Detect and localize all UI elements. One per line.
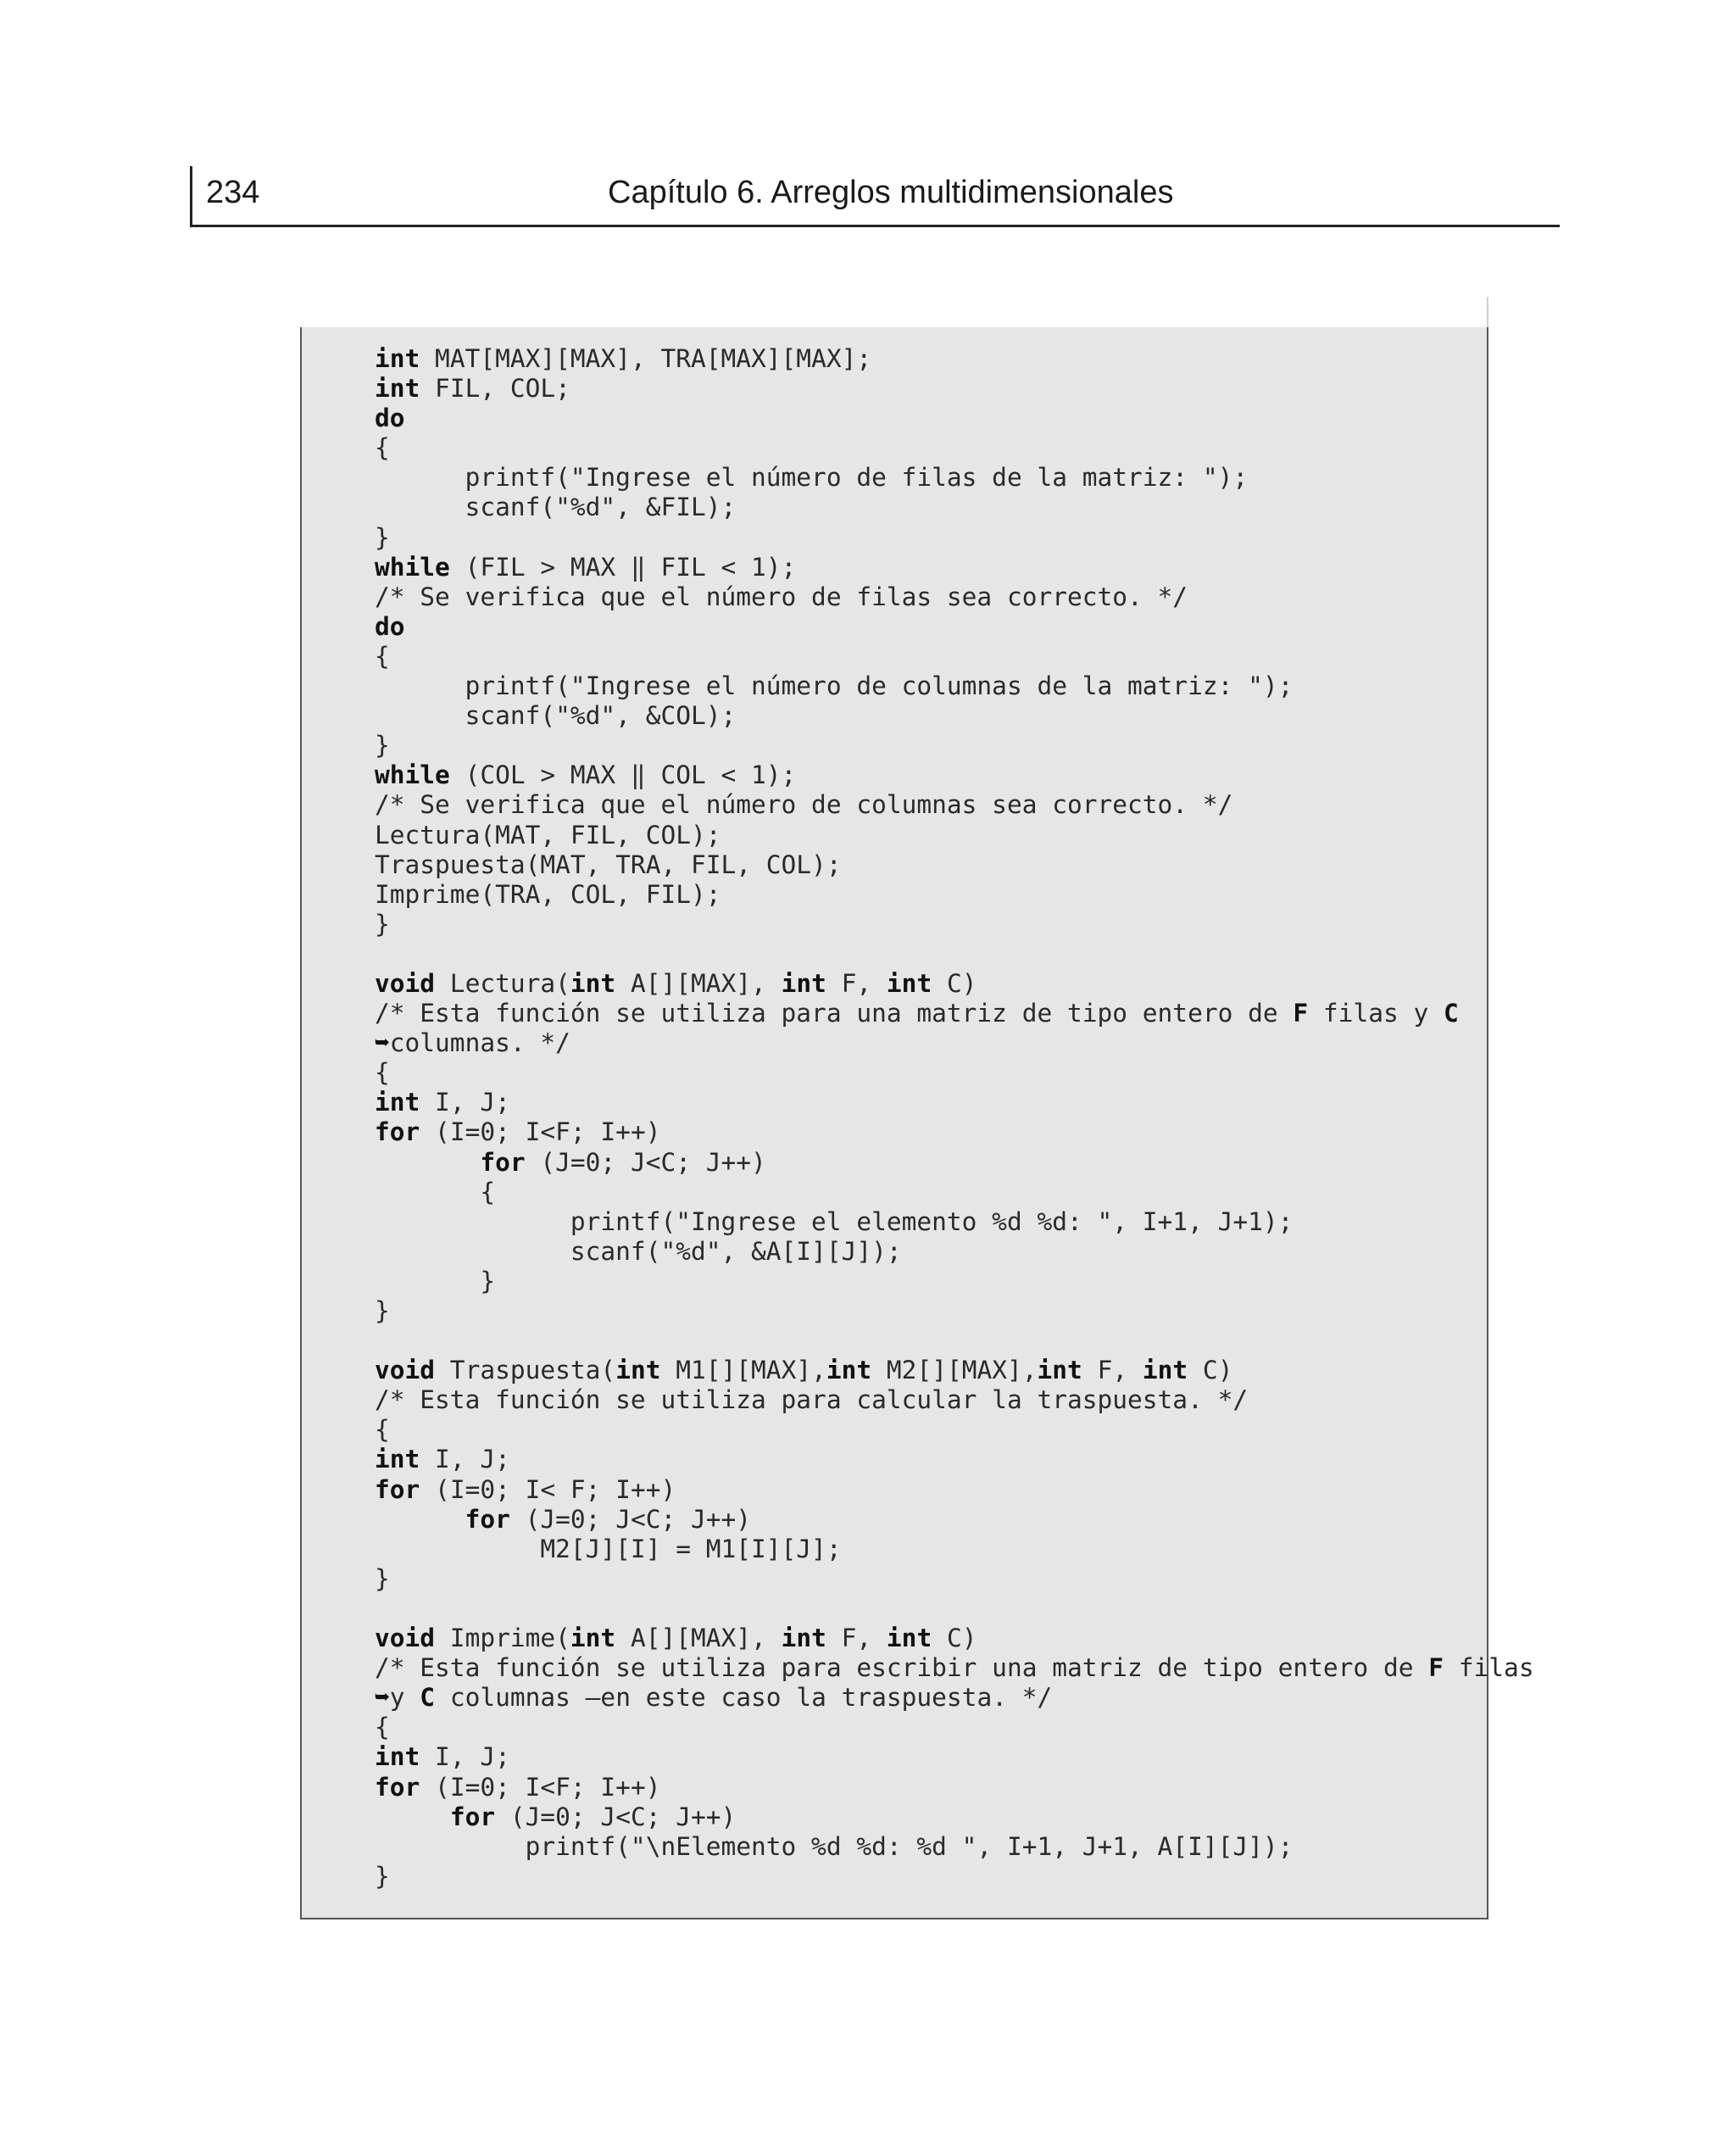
- code-text: Lectura(: [435, 968, 570, 998]
- code-text: (J=0; J<C; J++): [509, 1504, 752, 1534]
- code-line: [375, 1356, 1534, 1385]
- code-keyword: C: [1444, 999, 1459, 1028]
- page-header: [190, 166, 1560, 227]
- code-text: filas y: [1308, 999, 1444, 1028]
- code-text: M2[J][I] = M1[I][J];: [375, 1534, 842, 1563]
- code-text: columnas —en este caso la traspuesta. */: [435, 1683, 1053, 1713]
- code-line: [375, 404, 1534, 433]
- code-line: [375, 1802, 1534, 1832]
- code-line: [375, 821, 1534, 850]
- code-text: scanf("%d", &COL);: [375, 701, 737, 731]
- code-line: [375, 1028, 1534, 1058]
- code-text: scanf("%d", &A[I][J]);: [375, 1236, 902, 1266]
- code-line: [375, 760, 1534, 790]
- code-text: printf("Ingrese el número de columnas de la matriz: ");: [375, 671, 1294, 701]
- code-text: filas: [1444, 1653, 1534, 1683]
- code-keyword: for: [375, 1474, 420, 1504]
- code-text: {: [375, 1415, 390, 1445]
- code-line: [375, 1326, 1534, 1356]
- code-text: {: [375, 1713, 390, 1742]
- code-text: }: [375, 522, 390, 552]
- code-keyword: int: [886, 1624, 932, 1653]
- code-line: [375, 612, 1534, 642]
- code-keyword: int: [570, 1624, 616, 1653]
- code-keyword: int: [826, 1356, 872, 1385]
- code-line: [375, 1117, 1534, 1147]
- code-line: [375, 1713, 1534, 1742]
- code-text: M2[][MAX],: [871, 1356, 1038, 1385]
- code-line: [375, 1832, 1534, 1862]
- code-line: [375, 1683, 1534, 1713]
- code-text: Traspuesta(: [435, 1356, 616, 1385]
- code-text: Imprime(: [435, 1624, 570, 1653]
- code-keyword: int: [375, 1742, 420, 1772]
- code-keyword: int: [781, 968, 826, 998]
- code-text: }: [375, 731, 390, 760]
- code-keyword: int: [375, 344, 420, 373]
- code-text: A[][MAX],: [615, 968, 782, 998]
- code-text: (I=0; I< F; I++): [420, 1474, 676, 1504]
- code-line: [375, 999, 1534, 1028]
- code-line: [375, 1385, 1534, 1415]
- code-line: [375, 850, 1534, 880]
- code-line: [375, 1505, 1534, 1535]
- code-line: [375, 1178, 1534, 1207]
- code-text: C): [932, 968, 977, 998]
- code-line: [375, 1564, 1534, 1594]
- code-text: {: [375, 433, 390, 463]
- code-text: }: [375, 1861, 390, 1891]
- code-text: Traspuesta(MAT, TRA, FIL, COL);: [375, 850, 842, 879]
- code-text: /* Se verifica que el número de filas sea correcto. */: [375, 582, 1188, 611]
- code-keyword: do: [375, 404, 405, 433]
- code-line: [375, 1296, 1534, 1326]
- code-keyword: int: [615, 1356, 661, 1385]
- code-keyword: F: [1428, 1653, 1444, 1683]
- code-line: [375, 790, 1534, 820]
- code-line: [375, 910, 1534, 939]
- code-keyword: C: [420, 1683, 436, 1713]
- code-text: FIL, COL;: [420, 374, 570, 404]
- code-text: (I=0; I<F; I++): [420, 1117, 661, 1147]
- code-line: [375, 1624, 1534, 1653]
- code-text: F,: [826, 1624, 887, 1653]
- code-listing: [300, 327, 1534, 1919]
- code-line: [375, 463, 1534, 493]
- code-line: [375, 969, 1534, 999]
- chapter-title: Capítulo 6. Arreglos multidimensionales: [608, 175, 1174, 210]
- code-line: [375, 1237, 1534, 1267]
- code-box-edge: [1487, 297, 1488, 329]
- code-line: [375, 1742, 1534, 1772]
- code-text: F,: [1082, 1356, 1143, 1385]
- code-keyword: int: [570, 968, 616, 998]
- code-line: [375, 1445, 1534, 1474]
- code-text: (J=0; J<C; J++): [525, 1147, 766, 1177]
- code-line: [375, 523, 1534, 553]
- code-text: /* Esta función se utiliza para calcular la traspuesta. */: [375, 1385, 1249, 1415]
- code-text: /* Se verifica que el número de columnas sea correcto. */: [375, 790, 1233, 820]
- page-number: 234: [206, 175, 260, 210]
- code-keyword: while: [375, 552, 450, 582]
- code-text: MAT[MAX][MAX], TRA[MAX][MAX];: [420, 344, 872, 373]
- code-line: [375, 374, 1534, 404]
- code-line: [375, 731, 1534, 760]
- code-text: I, J;: [420, 1742, 510, 1772]
- code-line: [375, 1088, 1534, 1117]
- code-text: /* Esta función se utiliza para una matriz de tipo entero de: [375, 999, 1294, 1028]
- code-keyword: int: [781, 1624, 826, 1653]
- code-line: [375, 1058, 1534, 1088]
- code-text: [375, 1505, 465, 1534]
- code-text: }: [375, 1563, 390, 1593]
- code-text: columnas. */: [389, 1028, 570, 1058]
- code-line: [375, 344, 1534, 374]
- code-keyword: ➥: [375, 1683, 390, 1713]
- code-line: [375, 701, 1534, 731]
- code-line: [375, 1594, 1534, 1624]
- code-text: Lectura(MAT, FIL, COL);: [375, 820, 721, 850]
- code-text: {: [375, 1177, 496, 1206]
- code-line: [375, 582, 1534, 612]
- code-text: }: [375, 1266, 496, 1295]
- code-text: {: [375, 1058, 390, 1088]
- code-line: [375, 1207, 1534, 1237]
- code-keyword: int: [375, 374, 420, 404]
- code-text: I, J;: [420, 1088, 510, 1117]
- code-line: [375, 1862, 1534, 1891]
- code-keyword: void: [375, 968, 436, 998]
- code-line: [375, 1475, 1534, 1505]
- code-text: A[][MAX],: [615, 1624, 782, 1653]
- code-text: (COL > MAX ‖ COL < 1);: [449, 760, 797, 790]
- code-keyword: void: [375, 1356, 436, 1385]
- code-text: printf("\nElemento %d %d: %d ", I+1, J+1, A[I][J]);: [375, 1831, 1294, 1861]
- code-line: [375, 939, 1534, 969]
- code-text: }: [375, 909, 390, 939]
- code-text: (I=0; I<F; I++): [420, 1772, 661, 1802]
- code-text: {: [375, 641, 390, 671]
- code-line: [375, 553, 1534, 582]
- code-text: Imprime(TRA, COL, FIL);: [375, 879, 721, 909]
- code-text: C): [932, 1624, 977, 1653]
- code-line: [375, 671, 1534, 701]
- code-keyword: ➥: [375, 1028, 390, 1058]
- code-line: [375, 1148, 1534, 1178]
- code-keyword: int: [375, 1445, 420, 1474]
- code-keyword: for: [449, 1802, 496, 1831]
- code-text: [375, 1148, 480, 1177]
- code-text: printf("Ingrese el número de filas de la matriz: ");: [375, 463, 1249, 493]
- code-keyword: for: [465, 1504, 510, 1534]
- code-keyword: for: [480, 1147, 526, 1177]
- code-keyword: while: [375, 760, 450, 790]
- code-line: [375, 1535, 1534, 1564]
- code-text: }: [375, 1296, 390, 1325]
- code-text: (J=0; J<C; J++): [495, 1802, 737, 1831]
- code-line: [375, 642, 1534, 671]
- code-line: [375, 880, 1534, 910]
- code-text: (FIL > MAX ‖ FIL < 1);: [449, 552, 797, 582]
- code-keyword: for: [375, 1772, 420, 1802]
- code-line: [375, 493, 1534, 522]
- code-text: F,: [826, 968, 887, 998]
- code-lines: [375, 344, 1534, 1891]
- code-line: [375, 433, 1534, 463]
- code-keyword: int: [886, 968, 932, 998]
- code-text: printf("Ingrese el elemento %d %d: ", I+1, J+1);: [375, 1206, 1294, 1236]
- code-keyword: F: [1293, 999, 1309, 1028]
- code-text: I, J;: [420, 1445, 510, 1474]
- code-text: M1[][MAX],: [660, 1356, 826, 1385]
- code-keyword: int: [375, 1088, 420, 1117]
- code-keyword: int: [1142, 1356, 1188, 1385]
- code-keyword: void: [375, 1624, 436, 1653]
- code-text: /* Esta función se utiliza para escribir una matriz de tipo entero de: [375, 1653, 1429, 1683]
- code-line: [375, 1415, 1534, 1445]
- code-keyword: int: [1037, 1356, 1082, 1385]
- code-line: [375, 1653, 1534, 1683]
- code-keyword: for: [375, 1117, 420, 1147]
- code-text: [375, 1802, 450, 1831]
- code-text: y: [389, 1683, 420, 1713]
- code-keyword: do: [375, 611, 405, 641]
- code-line: [375, 1773, 1534, 1802]
- code-text: scanf("%d", &FIL);: [375, 493, 737, 522]
- code-text: C): [1188, 1356, 1233, 1385]
- code-line: [375, 1267, 1534, 1296]
